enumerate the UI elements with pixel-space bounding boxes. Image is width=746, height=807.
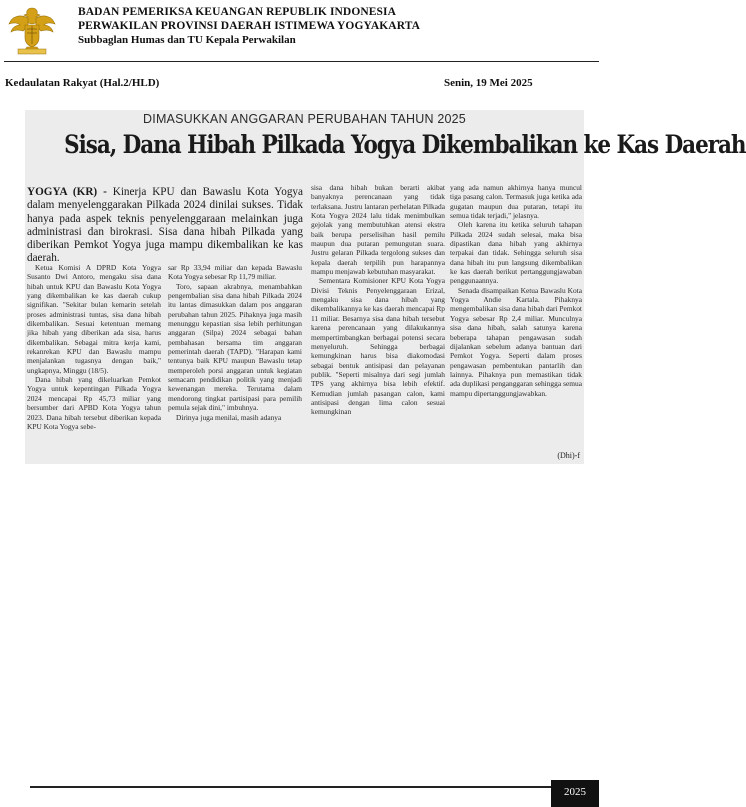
source-label: Kedaulatan Rakyat (Hal.2/HLD): [5, 77, 160, 89]
paragraph: Senada disampaikan Ketua Bawaslu Kota Yogya Andie Kartala. Pihaknya mengembalikan sisa dana hibah dari Pemkot Yogya sebesar Rp 2,4 miliar. Munculnya sisa dana hibah, salah satunya karena beberapa tahapan pengawasan sudah dijalankan sebelum adanya bantuan dari Pemkot Yogya. Seperti dalam proses pengawasan pembentukan pantarlih dan lainnya. Pihaknya pun memastikan tidak ada duplikasi penganggaran sehingga semua mampu dipertanggungjawabkan.: [450, 285, 582, 398]
article-kicker: DIMASUKKAN ANGGARAN PERUBAHAN TAHUN 2025: [143, 112, 466, 126]
article-column-3: [311, 183, 445, 417]
paragraph: sar Rp 33,94 miliar dan kepada Bawaslu Kota Yogya sebesar Rp 11,79 miliar.: [168, 263, 302, 282]
paragraph: yang ada namun akhirnya hanya muncul tiga pasang calon. Termasuk juga ketika ada gugatan maupun dua putaran, tetapi itu semua tidak terjadi," jelasnya.: [450, 183, 582, 221]
unit-name: Subbaglan Humas dan TU Kepala Perwakilan: [78, 34, 296, 46]
paragraph: Dirinya juga menilai, masih adanya: [176, 412, 282, 422]
garuda-emblem-icon: [6, 2, 58, 56]
letterhead: [78, 5, 420, 47]
paragraph: Ketua Komisi A DPRD Kota Yogya Susanto Dwi Antoro, mengaku sisa dana hibah untuk KPU dan Bawaslu Kota Yogya yang dikembalikan ke kas daerah cukup signifikan. "Sekitar bulan kemarin setelah proses administrasi tuntas, sisa dana hibah dikembalikan. Sesuai ketentuan memang jika hibah yang diberikan ada sisa, harus dikembalikan. Sebagai mitra kerja kami, rekanrekan KPU dan Bawaslu mampu menjalankan tugasnya dengan baik," ungkapnya, Minggu (18/5).: [27, 263, 161, 375]
article-column-2: [168, 263, 302, 422]
paragraph: Oleh karena itu ketika seluruh tahapan Pilkada 2024 sudah selesai, maka bisa dipastikan dana hibah yang akhirnya terpakai dan tidak. Sehingga seluruh sisa dana hibah itu pun langsung dikembalikan ke kas daerah berikut pertanggungjawaban penggunaannya.: [450, 220, 582, 286]
office-name: PERWAKILAN PROVINSI DAERAH ISTIMEWA YOGYAKARTA: [78, 20, 421, 32]
lead-text: Kinerja KPU dan Bawaslu Kota Yogya dalam menyelenggarakan Pilkada 2024 dinilai sukses. Tidak hanya pada aspek teknis penyelenggaraan melainkan juga administrasi dan birokrasi. Sisa dana hibah Pilkada yang diberikan Pemkot Yogya juga mampu dikembalikan ke kas daerah.: [27, 186, 303, 265]
footer-year: 2025: [551, 780, 599, 807]
paragraph: Dana hibah yang dikeluarkan Pemkot Yogya untuk kepentingan Pilkada Yogya 2024 mencapai Rp 45,73 miliar yang bersumber dari APBD Kota Yogya tahun 2023. Dana hibah tersebut diberikan kepada KPU Kota Yogya sebe-: [27, 375, 161, 431]
paragraph: sisa dana hibah bukan berarti akibat banyaknya perencanaan yang tidak terlaksana. Justru lantaran perhelatan Pilkada Kota Yogya 2024 lalu tidak menimbulkan gejolak yang membutuhkan atensi ekstra baik berupa perselisihan hasil pemilu maupun dua putaran pemungutan suara. Justru gelaran Pilkada tergolong sukses dan kepala daerah terpilih pun harapannya mampu menjawab kebutuhan masyarakat.: [311, 183, 445, 277]
org-name: BADAN PEMERIKSA KEUANGAN REPUBLIK INDONESIA: [78, 6, 397, 18]
news-clipping: [25, 110, 746, 464]
paragraph: Toro, sapaan akrabnya, menambahkan pengembalian sisa dana hibah Pilkada 2024 itu lantas dimasukkan dalam pos anggaran perubahan tahun 2025. Pihaknya juga masih menunggu kepastian sisa lebih perhitungan anggaran (Silpa) 2024 sebagai bahan pembahasan bersama tim anggaran pemerintah daerah (TAPD). "Harapan kami tentunya baik KPU maupun Bawaslu tetap memperoleh porsi anggaran untuk kegiatan semacam pendidikan politik yang menjadi kewenangan mereka. Terutama dalam mendorong tingkat partisipasi para pemilih pemula sejak dini," imbuhnya.: [168, 281, 302, 413]
dateline: YOGYA (KR) -: [27, 186, 107, 198]
footer-divider: [30, 786, 551, 788]
publication-date: Senin, 19 Mei 2025: [444, 77, 533, 89]
header-divider: [4, 61, 599, 62]
article-headline: Sisa, Dana Hibah Pilkada Yogya Dikembalikan ke Kas Daerah: [64, 130, 746, 159]
article-column-4: [450, 183, 582, 398]
article-lead: [27, 186, 303, 266]
paragraph: Sementara Komisioner KPU Kota Yogya Divisi Teknis Penyelenggaraan Erizal, mengaku sisa dana hibah yang dikembalikannya ke kas daerah mencapai Rp 11 miliar. Besarnya sisa dana hibah tersebut karena perencanaan yang dilakukannya mempertimbangkan berbagai potensi secara menyeluruh. Sehingga berbagai kemungkinan harus bisa diakomodasi sebagai bentuk antisipasi dan pelayanan publik. "Seperti misalnya dari segi jumlah TPS yang akhirnya bisa lebih efektif. Kemudian jumlah pasangan calon, kami antisipasi dengan lima calon sesuai kemungkinan: [311, 276, 445, 417]
author-signature: (Dhi)-f: [557, 451, 580, 460]
article-column-1: [27, 263, 161, 431]
